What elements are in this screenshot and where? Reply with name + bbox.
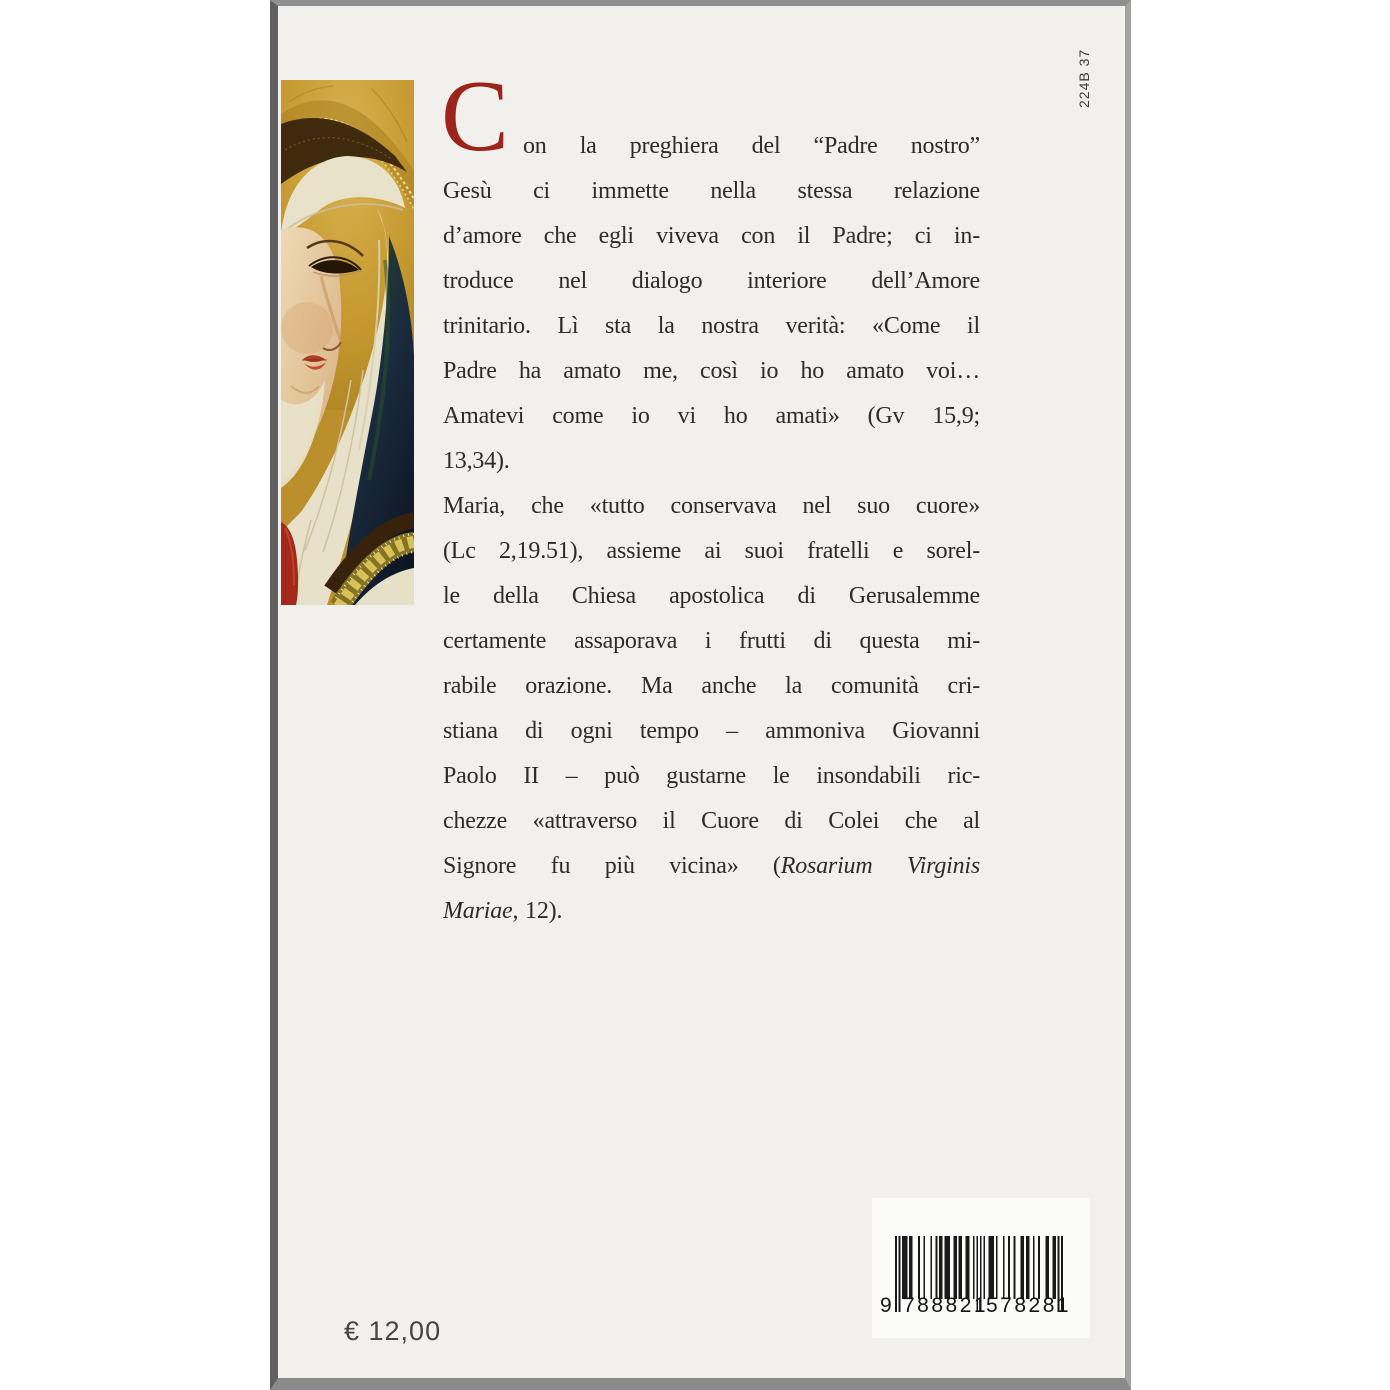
- italic-text-segment: Rosarium Virginis: [780, 853, 980, 879]
- text-line: [443, 844, 980, 889]
- barcode-bar: [941, 1236, 943, 1299]
- barcode-digit-group: 9: [880, 1294, 895, 1317]
- barcode-bar: [966, 1236, 968, 1299]
- barcode-digit-group: 578281: [986, 1294, 1072, 1317]
- barcode-bar: [1021, 1236, 1023, 1299]
- text-segment: , 12).: [512, 898, 563, 924]
- barcode-bar: [945, 1236, 947, 1299]
- text-line: [443, 529, 980, 574]
- text-line: [443, 799, 980, 844]
- text-segment: (Lc 2,19.51), assieme ai suoi fratelli e sorel-: [443, 538, 980, 564]
- barcode-bar: [989, 1236, 991, 1299]
- text-line: [443, 709, 980, 754]
- barcode-bar: [1003, 1236, 1005, 1299]
- italic-text-segment: Mariae: [443, 898, 513, 924]
- text-segment: d’amore che egli viveva con il Padre; ci in-: [443, 223, 980, 249]
- text-line: [443, 889, 980, 934]
- barcode-bar: [946, 1236, 948, 1299]
- text-segment: chezze «attraverso il Cuore di Colei che al: [443, 808, 980, 834]
- text-segment: Padre ha amato me, così io ho amato voi…: [443, 358, 980, 384]
- barcode-bar: [948, 1236, 950, 1299]
- barcode-bar: [1038, 1236, 1040, 1299]
- barcode-bar: [1026, 1236, 1028, 1299]
- barcode-bar: [1045, 1236, 1047, 1299]
- text-segment: Paolo II – può gustarne le insondabili ric-: [443, 763, 980, 789]
- text-line: [443, 394, 980, 439]
- price-label: € 12,00: [344, 1316, 442, 1346]
- barcode-bar: [983, 1236, 985, 1299]
- barcode-bar: [906, 1236, 908, 1299]
- text-line: [443, 574, 980, 619]
- barcode-bar: [939, 1236, 941, 1299]
- barcode-bar: [992, 1236, 994, 1299]
- barcode-bar: [911, 1236, 913, 1299]
- text-segment: Signore fu più vicina» (: [443, 853, 781, 879]
- text-line: [443, 439, 980, 484]
- barcode-bar: [923, 1236, 925, 1299]
- text-segment: Maria, che «tutto conservava nel suo cuore»: [443, 493, 980, 519]
- dropcap-letter: C: [441, 60, 510, 173]
- text-segment: Amatevi come io vi ho amati» (Gv 15,9;: [443, 403, 980, 429]
- barcode-digit-group: 788821: [903, 1294, 989, 1317]
- barcode-bar: [953, 1236, 955, 1299]
- barcode-bar: [1033, 1236, 1035, 1299]
- barcode-bar: [899, 1236, 901, 1312]
- text-line: [443, 484, 980, 529]
- back-cover-text: [443, 124, 980, 934]
- text-line: [443, 214, 980, 259]
- barcode-bar: [909, 1236, 911, 1299]
- barcode-bar: [902, 1236, 904, 1299]
- book-cover: [270, 0, 1131, 1390]
- barcode-bar: [904, 1236, 906, 1299]
- text-line: [443, 124, 980, 169]
- text-segment: trinitario. Lì sta la nostra verità: «Come il: [443, 313, 980, 339]
- print-code: 224B 37: [1076, 48, 1092, 108]
- text-segment: on la preghiera del “Padre nostro”: [523, 133, 980, 159]
- barcode-bar: [1047, 1236, 1049, 1299]
- text-segment: Gesù ci immette nella stessa relazione: [443, 178, 980, 204]
- text-line: [443, 259, 980, 304]
- text-segment: le della Chiesa apostolica di Gerusalemme: [443, 583, 980, 609]
- barcode-bar: [1013, 1236, 1015, 1299]
- text-line: [443, 619, 980, 664]
- text-segment: 13,34).: [443, 448, 510, 474]
- text-line: [443, 304, 980, 349]
- barcode-bar: [960, 1236, 962, 1299]
- text-segment: certamente assaporava i frutti di questa mi-: [443, 628, 980, 654]
- text-line: [443, 664, 980, 709]
- barcode-bar: [1052, 1236, 1054, 1299]
- barcode-bar: [990, 1236, 992, 1299]
- text-line: [443, 754, 980, 799]
- text-segment: stiana di ogni tempo – ammoniva Giovanni: [443, 718, 980, 744]
- barcode-bar: [1008, 1236, 1010, 1299]
- text-segment: troduce nel dialogo interiore dell’Amore: [443, 268, 980, 294]
- barcode-bar: [955, 1236, 957, 1299]
- barcode-bar: [930, 1236, 932, 1299]
- barcode-bar: [1028, 1236, 1030, 1299]
- barcode-bar: [1022, 1236, 1024, 1299]
- madonna-painting: [281, 80, 414, 605]
- barcode-bar: [895, 1236, 897, 1312]
- text-line: [443, 169, 980, 214]
- barcode-bar: [968, 1236, 970, 1299]
- barcode-bar: [1054, 1236, 1056, 1299]
- text-line: [443, 349, 980, 394]
- text-segment: rabile orazione. Ma anche la comunità cri-: [443, 673, 980, 699]
- barcode-bar: [959, 1236, 961, 1299]
- barcode-bar: [918, 1236, 920, 1299]
- barcode-bar: [936, 1236, 938, 1299]
- barcode-bar: [973, 1236, 975, 1299]
- barcode-bar: [996, 1236, 998, 1299]
- barcode-label: [872, 1198, 1090, 1338]
